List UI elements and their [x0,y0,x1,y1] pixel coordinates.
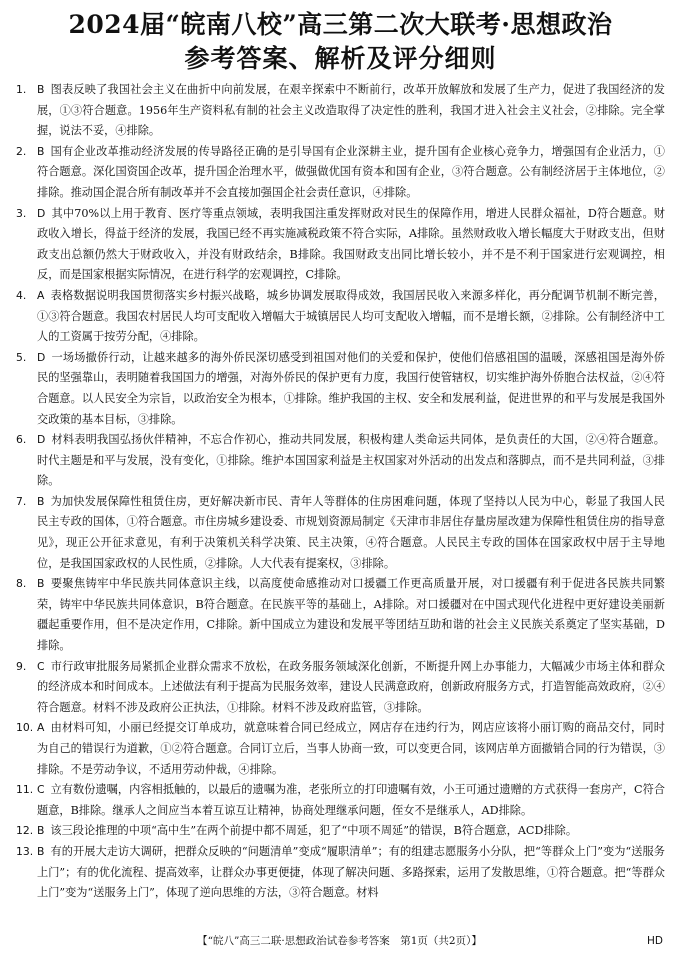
question-number: 6. [16,433,27,447]
answer-explanation: 由材料可知，小丽已经提交订单成功，就意味着合同已经成立，网店存在违约行为，网店应该将小丽订购的商品交付，同时为自己的错误行为道歉，①②符合题意。合同订立后，当事人协商一致，可以变更合同，该网店单方面撤销合同的行为错误，③排除。不是劳动争议，不适用劳动仲裁，④排除。 [37,721,665,776]
footer-code: HD [647,935,663,947]
answer-item [16,430,665,492]
answer-letter: A [37,288,45,302]
question-number: 7. [16,494,27,508]
question-number: 5. [16,350,27,364]
answer-letter: D [37,350,46,364]
answer-letter: B [37,844,45,858]
answer-item [16,142,665,204]
answer-item [16,348,665,430]
question-number: 1. [16,83,27,96]
answer-item [16,204,665,286]
answer-letter: B [37,494,45,508]
answer-explanation: 该三段论推理的中项“高中生”在两个前提中都不周延，犯了“中项不周延”的错误，B符合题意，ACD排除。 [50,824,578,838]
answer-item [16,718,665,780]
answer-item [16,574,665,656]
answer-letter: D [37,206,46,220]
answer-item [16,780,665,821]
answer-explanation: 要聚焦铸牢中华民族共同体意识主线，以高度使命感推动对口援疆工作更高质量开展，对口援疆有利于促进各民族共同繁荣，铸牢中华民族共同体意识，B符合题意。在民族平等的基础上，A排除。对口援疆对在中国式现代化进程中更好建设美丽新疆起重要作用，但不是决定作用，C排除。新中国成立为建设和发展平等团结互助和谐的社会主义民族关系奠定了坚实基础，D排除。 [37,577,665,653]
answer-item [16,657,665,719]
answer-item [16,286,665,348]
question-number: 9. [16,659,27,673]
question-number: 2. [16,144,27,158]
answer-item [16,492,665,574]
answer-letter: B [37,83,45,96]
document-title: 2024届“皖南八校”高三第二次大联考·思想政治 [68,10,613,39]
answer-explanation: 材料表明我国弘扬伙伴精神，不忘合作初心，推动共同发展，积极构建人类命运共同体，是负责任的大国，②④符合题意。时代主题是和平与发展，没有变化，①排除。维护本国国家利益是主权国家对外活动的出发点和落脚点，而不是共同利益，③排除。 [37,433,665,488]
answer-explanation: 其中70%以上用于教育、医疗等重点领域，表明我国注重发挥财政对民生的保障作用，增进人民群众福祉，D符合题意。财政收入增长，得益于经济的发展，我国已经不再实施减税政策不符合实际，A排除。虽然财政收入增长幅度大于财政支出，但财政支出总额仍然大于财政收入，并没有财政结余，B排除。我国财政支出同比增长较小，并不是不利于国家进行宏观调控，相反，而是国家根据实际情况，在进行科学的宏观调控，C排除。 [37,206,665,282]
answer-explanation: 一场场撤侨行动，让越来越多的海外侨民深切感受到祖国对他们的关爱和保护，使他们倍感祖国的温暖，深感祖国是海外侨民的坚强靠山，表明随着我国国力的增强，对海外侨民的保护更有力度，我国行使管辖权，切实维护海外侨胞合法权益，②④符合题意。以人民安全为宗旨，以政治安全为根本，①排除。维护我国的主权、安全和发展利益，促进世界的和平与发展是我国外交政策的基本目标，③排除。 [37,350,665,426]
answer-letter: B [37,144,45,158]
question-number: 12. [16,824,34,838]
answer-list [16,80,665,904]
question-number: 13. [16,844,34,858]
question-number: 3. [16,206,27,220]
answer-item [16,842,665,904]
answer-letter: B [37,577,45,591]
question-number: 4. [16,288,27,302]
answer-letter: C [37,659,45,673]
answer-explanation: 为加快发展保障性租赁住房，更好解决新市民、青年人等群体的住房困难问题，体现了坚持以人民为中心，彰显了我国人民民主专政的国体，①符合题意。市住房城乡建设委、市规划资源局制定《天津市非居住存量房屋改建为保障性租赁住房的指导意见》，现正公开征求意见，有利于决策机关科学决策、民主决策，④符合题意。人民民主专政的国体在国家政权中居于主导地位，是我国国家政权的人民性质，②排除。人大代表有提案权，③排除。 [37,494,665,570]
answer-explanation: 表格数据说明我国贯彻落实乡村振兴战略，城乡协调发展取得成效，我国居民收入来源多样化，再分配调节机制不断完善，①③符合题意。我国农村居民人均可支配收入增幅大于城镇居民人均可支配收入增幅，而不是增长额，②排除。公有制经济中工人的工资属于按劳分配，④排除。 [37,288,665,344]
question-number: 11. [16,783,34,797]
answer-letter: D [37,433,46,447]
answer-explanation: 市行政审批服务局紧抓企业群众需求不放松，在政务服务领域深化创新，不断提升网上办事能力，大幅减少市场主体和群众的经济成本和时间成本。上述做法有利于提高为民服务效率，建设人民满意政府，创新政府服务方式，打造智能高效政府，②④符合题意。材料不涉及政府公正执法，①排除。材料不涉及政府监管，③排除。 [37,659,665,714]
question-number: 8. [16,577,27,591]
answer-letter: A [37,721,45,735]
answer-letter: B [37,824,45,838]
answer-explanation: 图表反映了我国社会主义在曲折中向前发展，在艰辛探索中不断前行，改革开放解放和发展了生产力，促进了我国经济的发展，①③符合题意。1956年生产资料私有制的社会主义改造取得了决定性的胜利，我国才进入社会主义社会，②排除。完全掌握，说法不妥，④排除。 [37,83,665,138]
answer-explanation: 有的开展大走访大调研，把群众反映的“问题清单”变成“履职清单”；有的组建志愿服务小分队，把“等群众上门”变为“送服务上门”；有的优化流程、提高效率，让群众办事更便捷，体现了解决问题、多路探索，运用了发散思维，①符合题意。把“等群众上门”变为“送服务上门”，体现了逆向思维的方法，③符合题意。材料 [37,844,665,900]
answer-explanation: 国有企业改革推动经济发展的传导路径正确的是引导国有企业深耕主业，提升国有企业核心竞争力，增强国有企业活力，①符合题意。深化国资国企改革，提升国企治理水平，做强做优国有资本和国有企业，③符合题意。公有制经济居于主体地位，②排除。推动国企混合所有制改革并不会直接加强国企社会责任意识，④排除。 [37,144,665,199]
answer-item [16,80,665,142]
footer-page-info: 【“皖八”高三二联·思想政治试卷参考答案 第1页（共2页）】 [197,935,482,947]
question-number: 10. [16,721,34,735]
answer-item [16,821,665,842]
document-subtitle: 参考答案、解析及评分细则 [184,44,497,73]
answer-letter: C [37,783,45,797]
answer-explanation: 立有数份遗嘱，内容相抵触的，以最后的遗嘱为准，老张所立的打印遗嘱有效，小王可通过遗赠的方式获得一套房产，C符合题意，B排除。继承人之间应当本着互谅互让精神，协商处理继承问题，侄女不是继承人，AD排除。 [37,783,665,817]
page-footer [16,933,663,949]
